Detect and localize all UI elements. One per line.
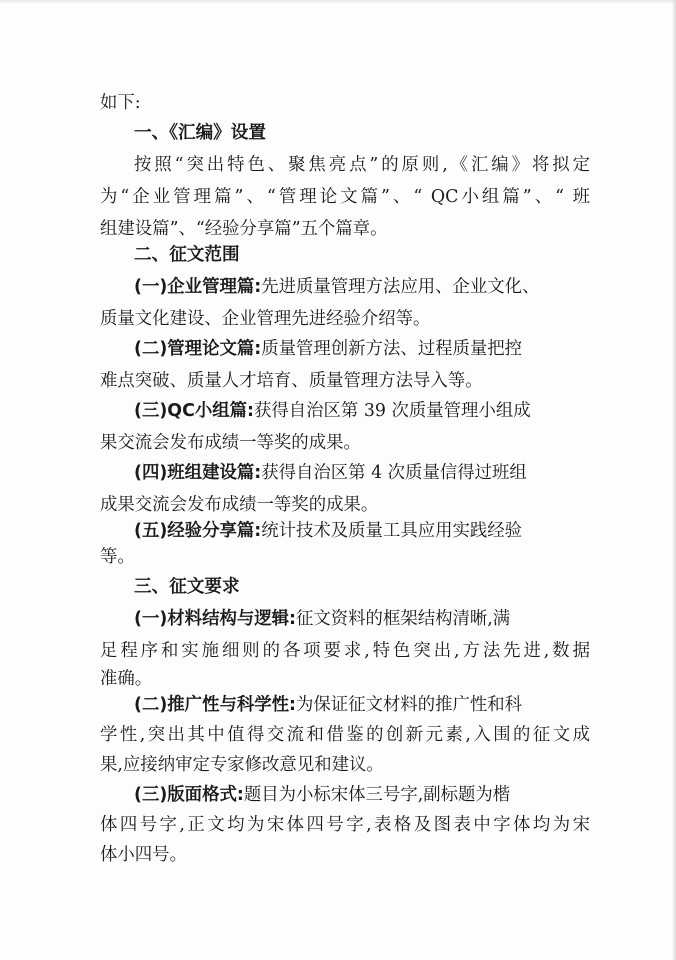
section3-item3 bbox=[134, 780, 590, 810]
section3-item3-text: 题目为小标宋体三号字,副标题为楷 bbox=[243, 785, 511, 805]
section3-item2-text: 为保证征文材料的推广性和科 bbox=[295, 695, 523, 715]
section2-item3-cont: 果交流会发布成绩一等奖的成果。 bbox=[100, 433, 361, 453]
section2-item2 bbox=[134, 334, 590, 364]
section3-item1-cont-line2: 准确。 bbox=[100, 669, 153, 689]
section2-item3 bbox=[134, 396, 590, 426]
section2-item5-text: 统计技术及质量工具应用实践经验 bbox=[261, 521, 523, 541]
section2-item3-text: 获得自治区第 39 次质量管理小组成 bbox=[253, 401, 531, 421]
section3-item1 bbox=[134, 604, 590, 634]
section1-heading: 一、《汇编》设置 bbox=[134, 123, 266, 143]
section3-item2-cont-line2: 果,应接纳审定专家修改意见和建议。 bbox=[100, 755, 384, 775]
section2-item5-label: (五)经验分享篇: bbox=[134, 521, 262, 541]
section3-item1-cont-line1: 足程序和实施细则的各项要求,特色突出,方法先进,数据 bbox=[100, 641, 590, 661]
section2-item1-label: (一)企业管理篇: bbox=[134, 277, 262, 297]
section2-item3-label: (三)QC小组篇: bbox=[134, 401, 254, 421]
section1-para-line2: 为“企业管理篇”、“管理论文篇”、“ QC小组篇”、“ 班 bbox=[100, 187, 590, 207]
section3-item3-cont-line2: 体小四号。 bbox=[100, 845, 187, 865]
section1-para-line1: 按照“突出特色、聚焦亮点”的原则,《汇编》将拟定 bbox=[134, 155, 590, 175]
section2-item4 bbox=[134, 458, 590, 488]
section2-item1-cont: 质量文化建设、企业管理先进经验介绍等。 bbox=[100, 309, 431, 329]
section2-item2-cont: 难点突破、质量人才培育、质量管理方法导入等。 bbox=[100, 371, 483, 391]
section2-heading: 二、征文范围 bbox=[134, 245, 240, 265]
scan-edge-top bbox=[0, 0, 676, 4]
section3-item2 bbox=[134, 690, 590, 720]
section3-item1-label: (一)材料结构与逻辑: bbox=[134, 609, 296, 629]
section2-item4-cont: 成果交流会发布成绩一等奖的成果。 bbox=[100, 495, 379, 515]
section2-item4-label: (四)班组建设篇: bbox=[134, 463, 262, 483]
section3-item1-text: 征文资料的框架结构清晰,满 bbox=[295, 609, 511, 629]
section2-item1-text: 先进质量管理方法应用、企业文化、 bbox=[261, 277, 540, 297]
section3-item3-cont-line1: 体四号字,正文均为宋体四号字,表格及图表中字体均为宋 bbox=[100, 815, 590, 835]
section2-item1 bbox=[134, 272, 590, 302]
section3-item2-label: (二)推广性与科学性: bbox=[134, 695, 296, 715]
intro-text: 如下: bbox=[100, 93, 141, 113]
section2-item5-cont: 等。 bbox=[100, 547, 135, 567]
section3-heading: 三、征文要求 bbox=[134, 577, 240, 597]
section2-item2-label: (二)管理论文篇: bbox=[134, 339, 262, 359]
section2-item2-text: 质量管理创新方法、过程质量把控 bbox=[261, 339, 523, 359]
scan-edge-right bbox=[672, 0, 676, 960]
section1-para-line3: 组建设篇”、“经验分享篇”五个篇章。 bbox=[100, 219, 388, 239]
section3-item2-cont-line1: 学性,突出其中值得交流和借鉴的创新元素,入围的征文成 bbox=[100, 725, 590, 745]
section3-item3-label: (三)版面格式: bbox=[134, 785, 244, 805]
section2-item4-text: 获得自治区第 4 次质量信得过班组 bbox=[261, 463, 527, 483]
